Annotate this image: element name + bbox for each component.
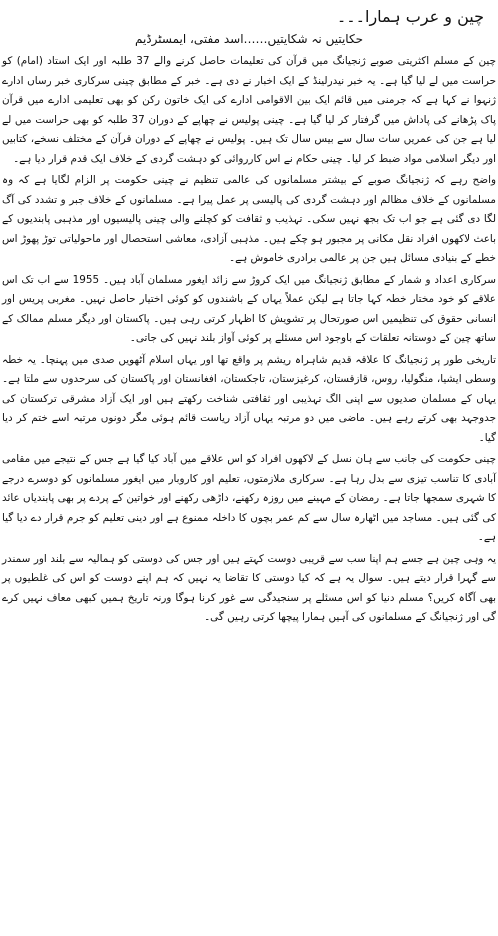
article-paragraph: چین کے مسلم اکثریتی صوبے ژنجیانگ میں قرآن کی تعلیمات حاصل کرنے والے 37 طلبہ اور ایک استاد (امام) کو حراست میں لے لیا گیا ہے۔ یہ خبر نیدرلینڈ کے ایک اخبار نے دی ہے۔ خبر کے مطابق چینی سرکاری خبر رساں ادارے ژنہوا نے کہا ہے کہ جرمنی میں قائم ایک بین الاقوامی ادارے کی ایک خاتون رکن کو بھی تعلیمی ادارے میں قرآن پاک پڑھانے کی پاداش میں گرفتار کر لیا گیا ہے۔ چینی پولیس نے چھاپے کے دوران 37 طلبہ کو بھی حراست میں لے لیا ہے جن کی عمریں سات سال سے بیس سال تک ہیں۔ پولیس نے چھاپے کے دوران قرآن کے مختلف نسخے، کتابیں اور دیگر اسلامی مواد ضبط کر لیا۔ چینی حکام نے اس کارروائی کو دہشت گردی کے خلاف ایک قدم قرار دیا ہے۔	[2, 55, 496, 165]
article-paragraph: یہ وہی چین ہے جسے ہم اپنا سب سے قریبی دوست کہتے ہیں اور جس کی دوستی کو ہمالیہ سے بلند اور سمندر سے گہرا قرار دیتے ہیں۔ سوال یہ ہے کہ کیا دوستی کا تقاضا یہ نہیں کہ ہم اپنے دوست کو اس کی غلطیوں پر بھی آگاہ کریں؟ مسلم دنیا کو اس مسئلے پر سنجیدگی سے غور کرنا ہوگا ورنہ تاریخ ہمیں کبھی معاف نہیں کرے گی اور ژنجیانگ کے مسلمانوں کی آہیں ہمارا پیچھا کرتی رہیں گی۔	[2, 552, 496, 623]
article-paragraph: چینی حکومت کی جانب سے ہان نسل کے لاکھوں افراد کو اس علاقے میں آباد کیا گیا ہے جس کے نتیجے میں مقامی آبادی کا تناسب تیزی سے بدل رہا ہے۔ سرکاری ملازمتوں، تعلیم اور کاروبار میں ایغور مسلمانوں کو دوسرے درجے کا شہری سمجھا جاتا ہے۔ رمضان کے مہینے میں روزہ رکھنے، داڑھی رکھنے اور خواتین کے پردے پر بھی پابندیاں عائد کی گئی ہیں۔ مساجد میں اٹھارہ سال سے کم عمر بچوں کا داخلہ ممنوع ہے اور دینی تعلیم کو جرم قرار دے دیا گیا ہے۔	[2, 453, 496, 543]
article-title: چین و عرب ہمارا۔۔۔	[336, 7, 484, 26]
article-paragraph: واضح رہے کہ ژنجیانگ صوبے کے بیشتر مسلمانوں کی عالمی تنظیم نے چینی حکومت پر الزام لگایا ہے کہ وہ مسلمانوں کے خلاف مظالم اور دہشت گردی کی پالیسی پر عمل پیرا ہے۔ مسلمانوں کے خلاف جبر و تشدد کی آگ لگا دی گئی ہے جو اب تک بجھ نہیں سکی۔ تہذیب و ثقافت کو کچلنے والی چینی پالیسیوں اور مذہبی پابندیوں کے باعث لاکھوں افراد نقل مکانی پر مجبور ہو چکے ہیں۔ مذہبی آزادی، معاشی استحصال اور ماحولیاتی توڑ پھوڑ اس خطے کے بنیادی مسائل ہیں جن پر عالمی برادری خاموش ہے۔	[2, 174, 496, 264]
article-body	[2, 52, 496, 930]
article-paragraph: تاریخی طور پر ژنجیانگ کا علاقہ قدیم شاہراہ ریشم پر واقع تھا اور یہاں اسلام آٹھویں صدی میں پہنچا۔ یہ خطہ وسطی ایشیا، منگولیا، روس، قازقستان، کرغیزستان، تاجکستان، افغانستان اور پاکستان کی سرحدوں سے ملتا ہے۔ یہاں کے مسلمان صدیوں سے اپنی الگ تہذیبی اور ثقافتی شناخت رکھتے ہیں اور ایک آزاد مشرقی ترکستان کی جدوجہد بھی کرتے رہے ہیں۔ ماضی میں دو مرتبہ یہاں آزاد ریاست قائم ہوئی مگر دونوں مرتبہ اسے ختم کر دیا گیا۔	[2, 353, 496, 444]
article-byline: حکایتیں نہ شکایتیں……اسد مفتی، ایمسٹرڈیم	[134, 32, 363, 46]
article-paragraph: سرکاری اعداد و شمار کے مطابق ژنجیانگ میں ایک کروڑ سے زائد ایغور مسلمان آباد ہیں۔ 1955 سے اب تک اس علاقے کو خود مختار خطہ کہا جاتا ہے لیکن عملاً یہاں کے باشندوں کو کوئی اختیار حاصل نہیں۔ مغربی پریس اور انسانی حقوق کی تنظیمیں اس صورتحال پر تشویش کا اظہار کرتی رہی ہیں۔ پاکستان اور دیگر مسلم ممالک کے ساتھ چین کے دوستانہ تعلقات کے باوجود اس مسئلے پر کوئی آواز بلند نہیں کی جاتی۔	[2, 273, 496, 344]
